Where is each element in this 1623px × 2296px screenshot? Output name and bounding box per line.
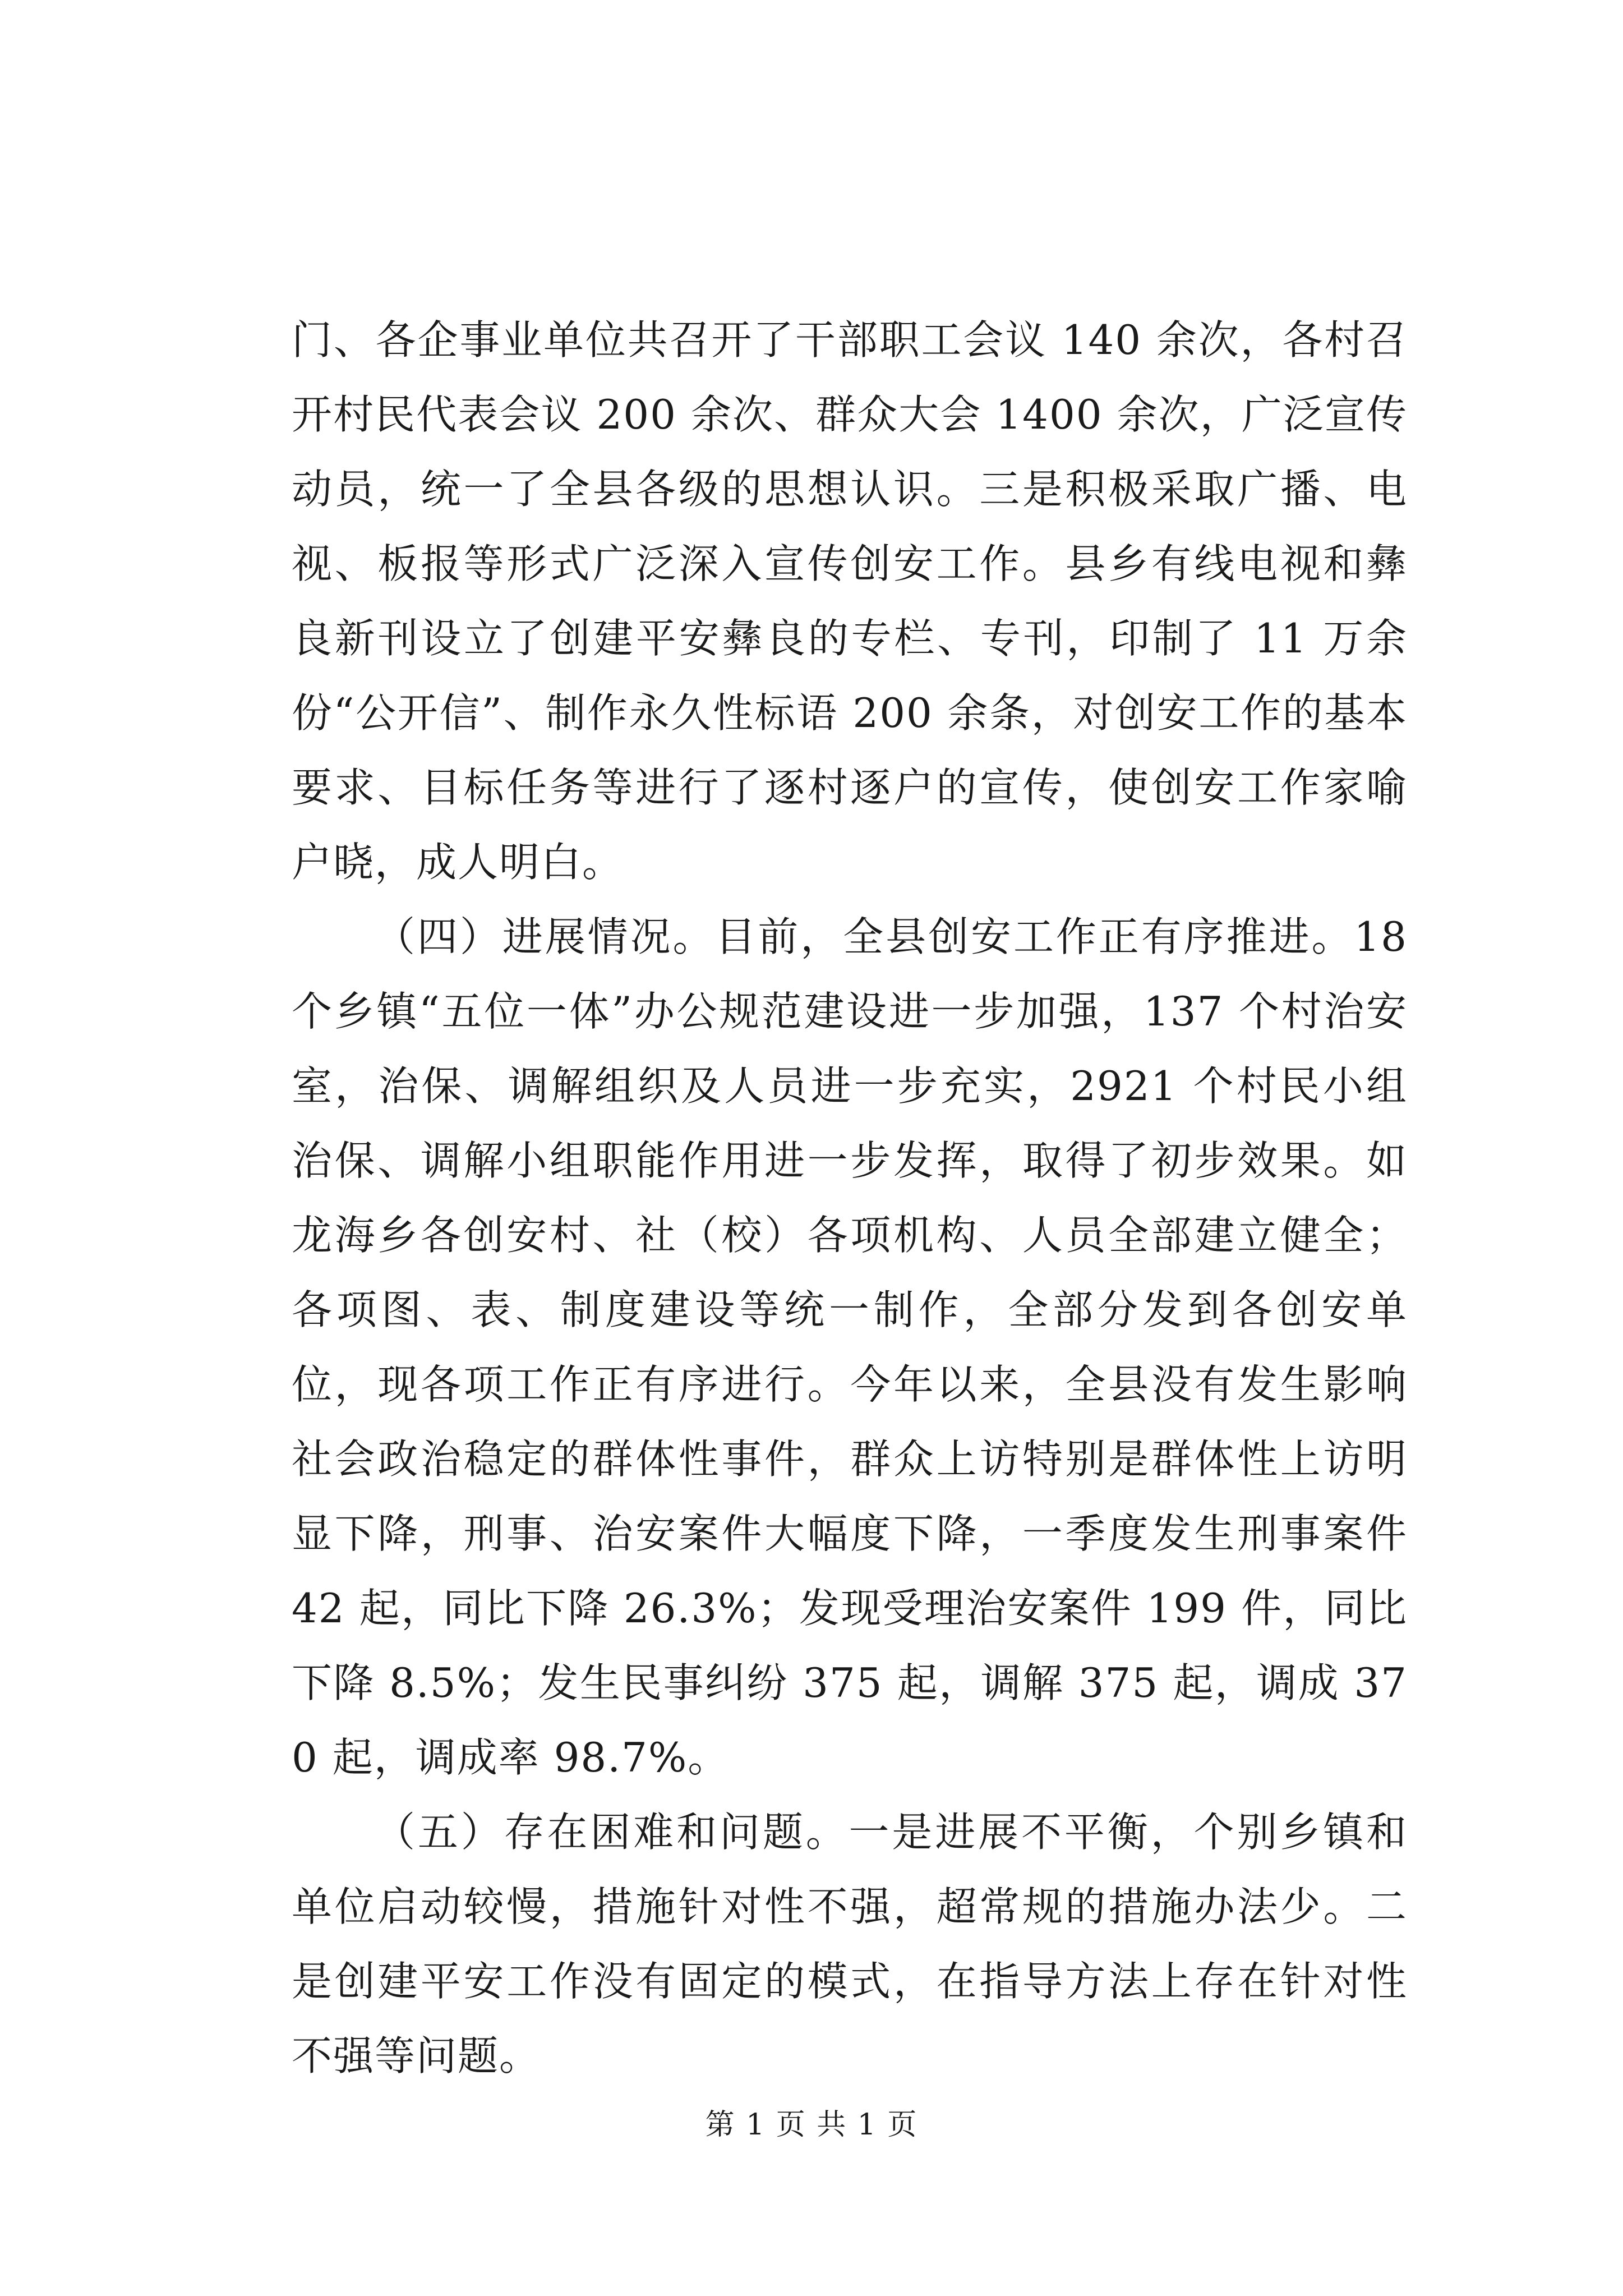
page-number-footer: 第 1 页 共 1 页	[705, 2108, 918, 2142]
paragraph-3: （五）存在困难和问题。一是进展不平衡，个别乡镇和单位启动较慢，措施针对性不强，超常规的措施办法少。二是创建平安工作没有固定的模式，在指导方法上存在针对性不强等问题。	[292, 1809, 1408, 2079]
paragraph-1: 门、各企事业单位共召开了干部职工会议 140 余次，各村召开村民代表会议 200 余次、群众大会 1400 余次，广泛宣传动员，统一了全县各级的思想认识。三是积极采取广播、电视、板报等形式广泛深入宣传创安工作。县乡有线电视和彝良新刊设立了创建平安彝良的专栏、专刊，印制了 11 万余份“公开信”、制作永久性标语 200 余条，对创安工作的基本要求、目标任务等进行了逐村逐户的宣传，使创安工作家喻户晓，成人明白。	[292, 316, 1408, 886]
document-body	[292, 303, 1408, 2093]
paragraph-2: （四）进展情况。目前，全县创安工作正有序推进。18 个乡镇“五位一体”办公规范建设进一步加强，137 个村治安室，治保、调解组织及人员进一步充实，2921 个村民小组治保、调解小组职能作用进一步发挥，取得了初步效果。如龙海乡各创安村、社（校）各项机构、人员全部建立健全；各项图、表、制度建设等统一制作，全部分发到各创安单位，现各项工作正有序进行。今年以来，全县没有发生影响社会政治稳定的群体性事件，群众上访特别是群体性上访明显下降，刑事、治安案件大幅度下降，一季度发生刑事案件 42 起，同比下降 26.3%；发现受理治安案件 199 件，同比下降 8.5%；发生民事纠纷 375 起，调解 375 起，调成 370 起，调成率 98.7%。	[292, 913, 1408, 1781]
